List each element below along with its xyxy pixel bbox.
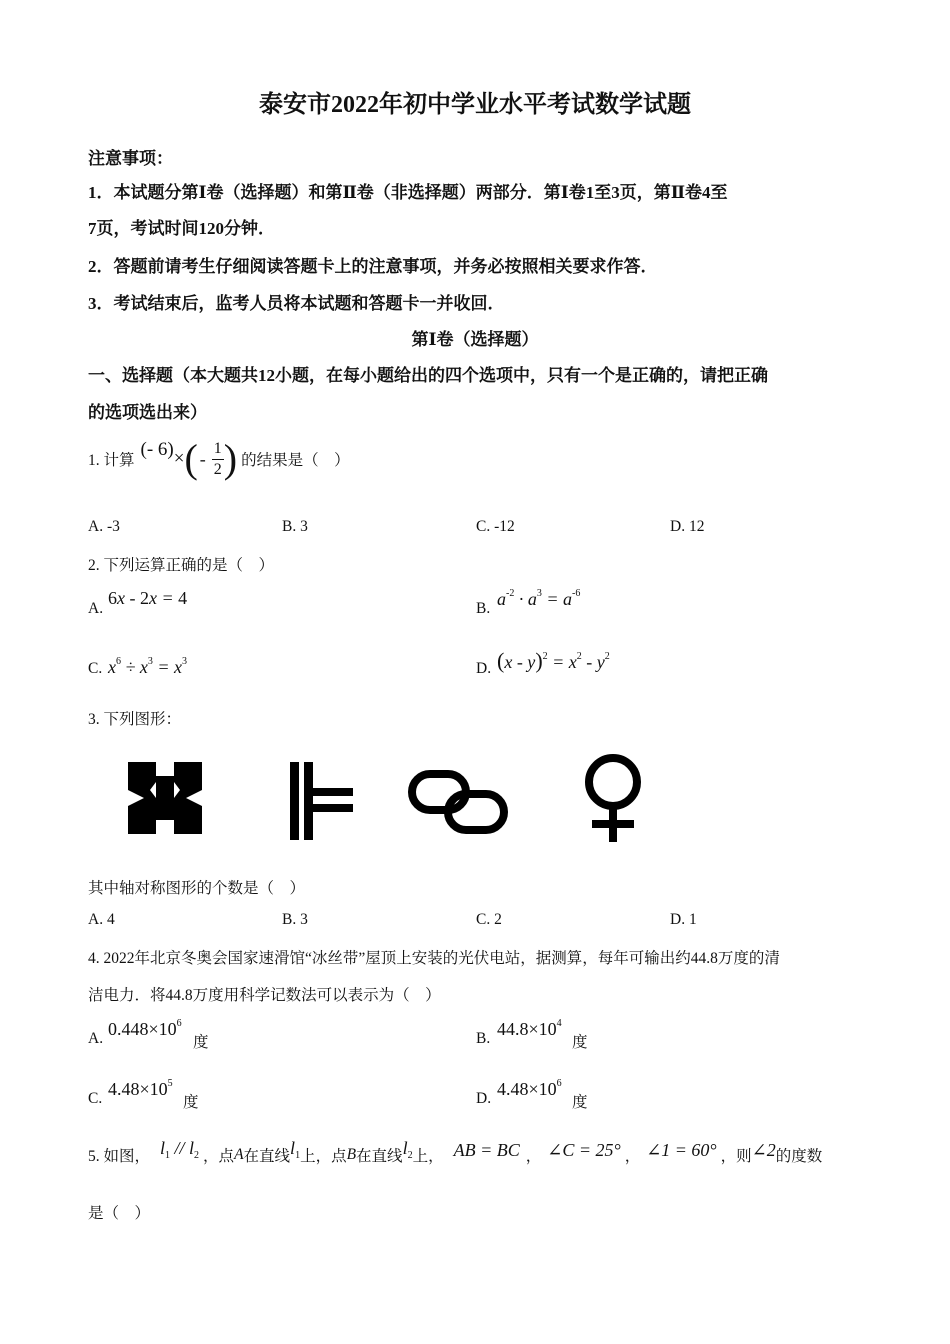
q4-a-times: ×10 — [148, 1019, 177, 1039]
q1-expr-times: × — [173, 448, 185, 469]
q5-t8: ，则 — [720, 1148, 752, 1165]
q2-option-a-expr[interactable]: 6x - 2x = 4 — [108, 588, 188, 608]
q4-option-b-label[interactable]: B. — [476, 1030, 491, 1047]
q4-a-exp: 6 — [176, 1018, 182, 1029]
q3-after: 其中轴对称图形的个数是（ ） — [88, 880, 306, 897]
q5-eq1: AB = BC — [453, 1139, 520, 1160]
part-one-heading: 一、选择题（本大题共12小题，在每小题给出的四个选项中，只有一个是正确的，请把正确 — [88, 366, 768, 385]
q2-option-b-expr[interactable]: $a^{-2} \cdot a^3 = a^{-6}$ — [497, 588, 581, 609]
q4-option-c-label[interactable]: C. — [88, 1090, 103, 1107]
chain-links-icon — [406, 766, 510, 838]
q5-parallel-expr: $l_1 // l_2$ — [160, 1137, 200, 1161]
q3-option-d[interactable]: D. 1 — [670, 911, 697, 928]
q4-d-mantissa: 4.48 — [497, 1079, 529, 1099]
q4-option-c-unit: 度 — [183, 1094, 199, 1111]
q1-frac-num: 1 — [212, 439, 224, 460]
q5-t2: 在直线 — [243, 1148, 291, 1165]
q5-eq3: ∠1 = 60° — [646, 1139, 717, 1160]
q5-t1: ，点 — [203, 1148, 235, 1165]
q4-option-b-unit: 度 — [572, 1034, 588, 1051]
q5-t7: ， — [624, 1148, 641, 1165]
checker-shape-icon — [126, 760, 204, 836]
q4-option-a-expr[interactable] — [108, 1018, 182, 1040]
q5-t3: 上，点 — [300, 1148, 347, 1165]
q2-option-b-label[interactable]: B. — [476, 600, 491, 617]
question-5-cont: 是（ ） — [88, 1205, 151, 1222]
q5-line-l1: $l_1$ — [290, 1137, 301, 1161]
q1-expr-minus: - — [199, 448, 206, 469]
q1-left-paren: ( — [184, 436, 198, 481]
part-one-heading-cont: 的选项选出来） — [88, 403, 207, 422]
q4-b-exp: 4 — [556, 1018, 562, 1029]
q1-option-a[interactable]: A. -3 — [88, 518, 120, 535]
notice-item-3: 3．考试结束后，监考人员将本试题和答题卡一并收回． — [88, 294, 505, 313]
q5-point-a: A — [234, 1146, 244, 1163]
q1-option-c[interactable]: C. -12 — [476, 518, 515, 535]
q5-prefix: 5. 如图， — [88, 1148, 151, 1165]
notice-item-1: 1．本试题分第Ⅰ卷（选择题）和第Ⅱ卷（非选择题）两部分．第Ⅰ卷1至3页，第Ⅱ卷4至 — [88, 183, 728, 202]
q4-b-mantissa: 44.8 — [497, 1019, 529, 1039]
q2-option-d-expr[interactable]: $(x - y)^2 = x^2 - y^2$ — [497, 648, 610, 673]
q2-option-c-expr[interactable]: $x^6 \div x^3 = x^3$ — [108, 656, 188, 677]
notice-heading: 注意事项： — [88, 149, 173, 168]
notice-item-2: 2．答题前请考生仔细阅读答题卡上的注意事项，并务必按照相关要求作答． — [88, 257, 658, 276]
q2-option-d-label[interactable]: D. — [476, 660, 492, 677]
q4-c-exp: 5 — [167, 1078, 173, 1089]
q1-right-paren: ) — [223, 436, 238, 481]
q4-option-a-label[interactable]: A. — [88, 1030, 104, 1047]
q1-fraction — [212, 439, 224, 480]
q4-option-a-unit: 度 — [193, 1034, 209, 1051]
q5-t5: 上， — [412, 1148, 444, 1165]
q5-point-b: B — [346, 1146, 357, 1163]
q4-option-b-expr[interactable] — [497, 1018, 562, 1040]
question-4: 4. 2022年北京冬奥会国家速滑馆“冰丝带”屋顶上安装的光伏电站，据测算，每年可输出约44.8万度的清 — [88, 950, 780, 967]
question-2: 2. 下列运算正确的是（ ） — [88, 557, 275, 574]
question-1 — [88, 436, 350, 482]
q1-option-b[interactable]: B. 3 — [282, 518, 308, 535]
page-title: 泰安市2022年初中学业水平考试数学试题 — [259, 92, 691, 118]
q4-option-d-expr[interactable] — [497, 1078, 562, 1100]
q5-eq2: ∠C = 25° — [547, 1139, 621, 1160]
question-5 — [88, 1137, 823, 1170]
q1-option-d[interactable]: D. 12 — [670, 518, 705, 535]
q2-option-a-label[interactable]: A. — [88, 600, 104, 617]
q1-expr-a: (- 6) — [140, 439, 174, 460]
q4-c-mantissa: 4.48 — [108, 1079, 140, 1099]
female-symbol-icon — [578, 752, 648, 844]
q1-suffix: 的结果是（ ） — [241, 452, 350, 469]
q4-d-times: ×10 — [528, 1079, 557, 1099]
q4-b-times: ×10 — [528, 1019, 557, 1039]
q3-option-a[interactable]: A. 4 — [88, 911, 115, 928]
q5-angle2: ∠2 — [751, 1139, 776, 1160]
section-title: 第Ⅰ卷（选择题） — [411, 330, 539, 349]
question-4-cont: 洁电力．将44.8万度用科学记数法可以表示为（ ） — [88, 987, 441, 1004]
q5-t9: 的度数 — [775, 1148, 823, 1165]
q4-a-mantissa: 0.448 — [108, 1019, 149, 1039]
notice-item-1-cont: 7页，考试时间120分钟． — [88, 219, 275, 238]
q1-prefix: 1. 计算 — [88, 452, 135, 469]
q2-option-c-label[interactable]: C. — [88, 660, 103, 677]
q4-d-exp: 6 — [556, 1078, 562, 1089]
q5-t6: ， — [525, 1148, 542, 1165]
bar-shape-icon — [288, 758, 354, 842]
q3-option-c[interactable]: C. 2 — [476, 911, 502, 928]
q4-option-d-label[interactable]: D. — [476, 1090, 492, 1107]
q4-option-d-unit: 度 — [572, 1094, 588, 1111]
q5-line-l2: $l_2$ — [402, 1137, 413, 1161]
q4-c-times: ×10 — [139, 1079, 168, 1099]
q5-t4: 在直线 — [356, 1148, 403, 1165]
question-3: 3. 下列图形： — [88, 711, 182, 728]
q4-option-c-expr[interactable] — [108, 1078, 173, 1100]
q3-option-b[interactable]: B. 3 — [282, 911, 308, 928]
q1-frac-den: 2 — [213, 460, 222, 478]
